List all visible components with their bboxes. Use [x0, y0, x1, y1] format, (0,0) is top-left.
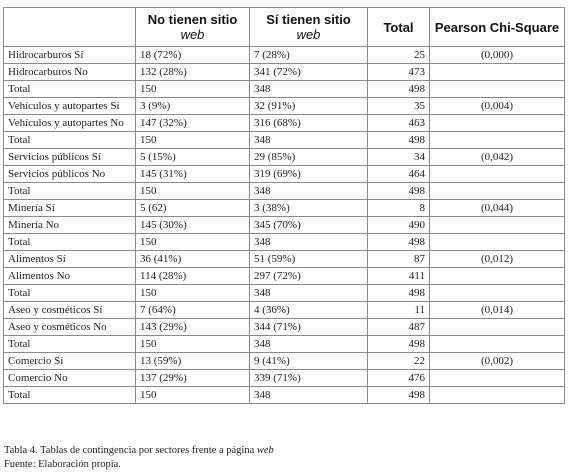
row-label: Total: [4, 387, 136, 404]
cell-total: 498: [368, 183, 430, 200]
cell-no-web: 18 (72%): [136, 47, 250, 64]
cell-total: 473: [368, 64, 430, 81]
cell-pearson: [430, 387, 565, 404]
table-row: [4, 47, 565, 64]
cell-pearson: [430, 217, 565, 234]
cell-total: 498: [368, 234, 430, 251]
row-label: Vehículos y autopartes No: [4, 115, 136, 132]
header-label-column: [4, 8, 136, 47]
table-row: [4, 200, 565, 217]
cell-no-web: 150: [136, 285, 250, 302]
cell-no-web: 13 (59%): [136, 353, 250, 370]
cell-si-web: 341 (72%): [250, 64, 368, 81]
cell-pearson: [430, 81, 565, 98]
table-row: [4, 183, 565, 200]
table-row: [4, 336, 565, 353]
row-label: Total: [4, 132, 136, 149]
cell-total: 11: [368, 302, 430, 319]
cell-no-web: 5 (15%): [136, 149, 250, 166]
cell-si-web: 348: [250, 387, 368, 404]
table-row: [4, 387, 565, 404]
table-row: [4, 115, 565, 132]
table-header-row: [4, 8, 565, 47]
row-label: Total: [4, 183, 136, 200]
cell-si-web: 319 (69%): [250, 166, 368, 183]
cell-total: 8: [368, 200, 430, 217]
cell-total: 487: [368, 319, 430, 336]
cell-pearson: (0,000): [430, 47, 565, 64]
cell-si-web: 348: [250, 132, 368, 149]
cell-pearson: [430, 234, 565, 251]
cell-no-web: 150: [136, 234, 250, 251]
cell-pearson: [430, 183, 565, 200]
header-si-web-line1: Sí tienen sitio: [266, 12, 351, 27]
cell-total: 34: [368, 149, 430, 166]
cell-total: 476: [368, 370, 430, 387]
cell-no-web: 5 (62): [136, 200, 250, 217]
table-row: [4, 353, 565, 370]
cell-no-web: 145 (30%): [136, 217, 250, 234]
cell-si-web: 4 (36%): [250, 302, 368, 319]
table-row: [4, 370, 565, 387]
cell-pearson: (0,044): [430, 200, 565, 217]
row-label: Comercio Sí: [4, 353, 136, 370]
cell-si-web: 348: [250, 336, 368, 353]
row-label: Minería Sí: [4, 200, 136, 217]
row-label: Servicios públicos Sí: [4, 149, 136, 166]
caption-title-text: Tabla 4. Tablas de contingencia por sectores frente a página: [4, 445, 257, 456]
cell-si-web: 51 (59%): [250, 251, 368, 268]
table-row: [4, 132, 565, 149]
cell-total: 25: [368, 47, 430, 64]
cell-total: 498: [368, 81, 430, 98]
table-row: [4, 98, 565, 115]
row-label: Aseo y cosméticos No: [4, 319, 136, 336]
cell-pearson: [430, 285, 565, 302]
header-no-web-line1: No tienen sitio: [147, 12, 238, 27]
header-no-web-line2: web: [180, 27, 205, 42]
cell-no-web: 150: [136, 132, 250, 149]
cell-total: 22: [368, 353, 430, 370]
table-row: [4, 268, 565, 285]
cell-no-web: 150: [136, 81, 250, 98]
cell-no-web: 147 (32%): [136, 115, 250, 132]
cell-total: 498: [368, 132, 430, 149]
cell-si-web: 345 (70%): [250, 217, 368, 234]
header-total: Total: [368, 8, 430, 47]
table-row: [4, 64, 565, 81]
row-label: Vehículos y autopartes Sí: [4, 98, 136, 115]
cell-pearson: [430, 132, 565, 149]
cell-total: 464: [368, 166, 430, 183]
cell-total: 498: [368, 336, 430, 353]
caption-title: [4, 444, 274, 458]
cell-pearson: [430, 319, 565, 336]
table-row: [4, 302, 565, 319]
cell-pearson: (0,014): [430, 302, 565, 319]
table-caption: [4, 444, 274, 472]
header-pearson: Pearson Chi-Square: [430, 8, 565, 47]
header-si-web-line2: web: [296, 27, 321, 42]
cell-si-web: 297 (72%): [250, 268, 368, 285]
cell-si-web: 32 (91%): [250, 98, 368, 115]
cell-pearson: (0,002): [430, 353, 565, 370]
table-row: [4, 285, 565, 302]
cell-pearson: [430, 166, 565, 183]
cell-si-web: 348: [250, 234, 368, 251]
contingency-table: [3, 7, 565, 404]
cell-si-web: 344 (71%): [250, 319, 368, 336]
cell-pearson: (0,004): [430, 98, 565, 115]
header-si-web: [250, 8, 368, 47]
row-label: Minería No: [4, 217, 136, 234]
table-body: [4, 47, 565, 404]
row-label: Total: [4, 81, 136, 98]
cell-no-web: 150: [136, 387, 250, 404]
row-label: Total: [4, 285, 136, 302]
cell-si-web: 339 (71%): [250, 370, 368, 387]
row-label: Aseo y cosméticos Sí: [4, 302, 136, 319]
cell-pearson: [430, 336, 565, 353]
table-row: [4, 234, 565, 251]
cell-no-web: 150: [136, 336, 250, 353]
caption-source: Fuente: Elaboración propia.: [4, 459, 121, 470]
row-label: Hidrocarburos No: [4, 64, 136, 81]
cell-pearson: [430, 64, 565, 81]
row-label: Alimentos Sí: [4, 251, 136, 268]
cell-si-web: 348: [250, 285, 368, 302]
cell-pearson: [430, 115, 565, 132]
table-row: [4, 217, 565, 234]
table-row: [4, 319, 565, 336]
cell-si-web: 7 (28%): [250, 47, 368, 64]
table-row: [4, 81, 565, 98]
cell-si-web: 3 (38%): [250, 200, 368, 217]
header-no-web: [136, 8, 250, 47]
cell-total: 490: [368, 217, 430, 234]
cell-no-web: 36 (41%): [136, 251, 250, 268]
cell-no-web: 7 (64%): [136, 302, 250, 319]
row-label: Comercio No: [4, 370, 136, 387]
cell-si-web: 348: [250, 183, 368, 200]
row-label: Total: [4, 336, 136, 353]
cell-no-web: 3 (9%): [136, 98, 250, 115]
cell-total: 35: [368, 98, 430, 115]
cell-pearson: [430, 370, 565, 387]
cell-total: 498: [368, 285, 430, 302]
caption-title-italic: web: [256, 445, 274, 456]
cell-si-web: 348: [250, 81, 368, 98]
cell-pearson: [430, 268, 565, 285]
cell-total: 463: [368, 115, 430, 132]
cell-si-web: 9 (41%): [250, 353, 368, 370]
table-row: [4, 251, 565, 268]
cell-si-web: 316 (68%): [250, 115, 368, 132]
cell-no-web: 150: [136, 183, 250, 200]
cell-si-web: 29 (85%): [250, 149, 368, 166]
cell-no-web: 114 (28%): [136, 268, 250, 285]
row-label: Alimentos No: [4, 268, 136, 285]
cell-no-web: 137 (29%): [136, 370, 250, 387]
table-row: [4, 166, 565, 183]
cell-no-web: 143 (29%): [136, 319, 250, 336]
cell-pearson: (0,012): [430, 251, 565, 268]
row-label: Hidrocarburos Sí: [4, 47, 136, 64]
cell-no-web: 132 (28%): [136, 64, 250, 81]
cell-total: 411: [368, 268, 430, 285]
row-label: Servicios públicos No: [4, 166, 136, 183]
cell-total: 87: [368, 251, 430, 268]
cell-total: 498: [368, 387, 430, 404]
cell-no-web: 145 (31%): [136, 166, 250, 183]
row-label: Total: [4, 234, 136, 251]
cell-pearson: (0,042): [430, 149, 565, 166]
table-row: [4, 149, 565, 166]
